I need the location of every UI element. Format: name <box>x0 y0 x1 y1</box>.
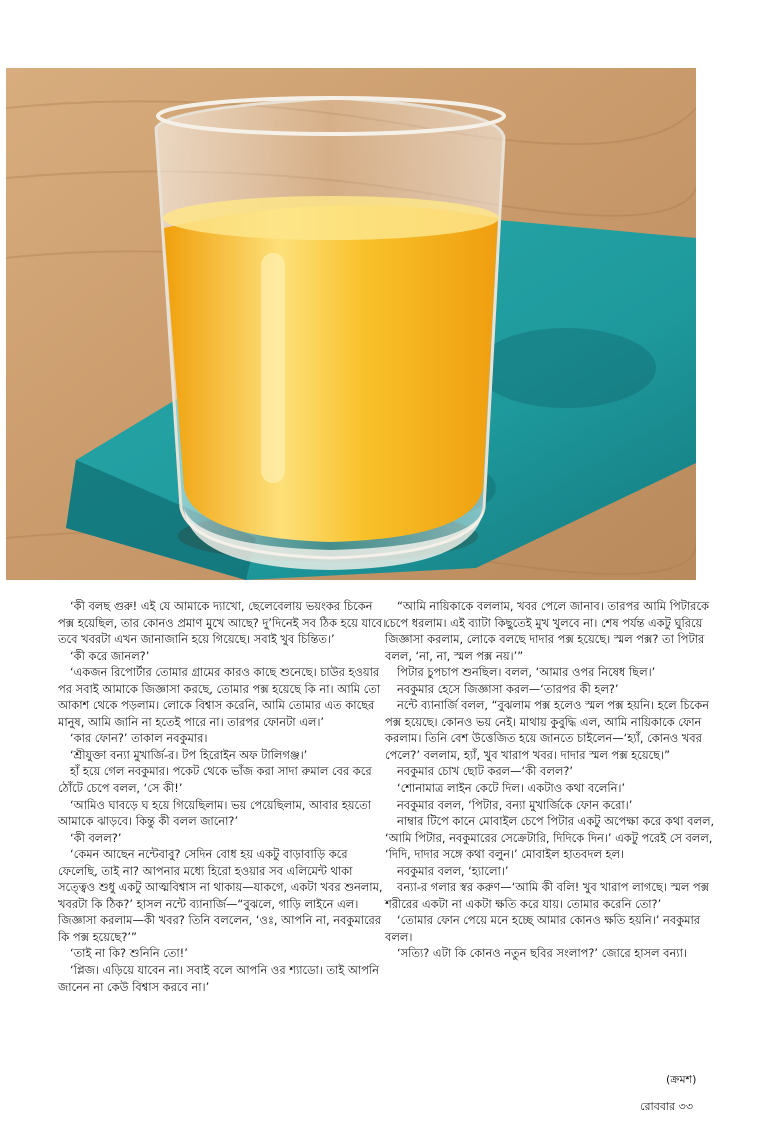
paragraph: ‘শোনামাত্র লাইন কেটে দিল। একটাও কথা বলেনি।’ <box>397 781 626 796</box>
juice-glass-illustration <box>6 68 696 580</box>
paragraph: ‘তাই না কি? শুনিনি তো!’ <box>70 946 188 961</box>
paragraph: “আমি নায়িকাকে বললাম, খবর পেলে জানাব। তারপর আমি পিটারকে চেপে ধরলাম। এই ব্যাটা কিছুতেই মুখ খুলবে না। শেষ পর্যন্ত একটু ঘুরিয়ে জিজ্ঞাসা করলাম, লোকে বলছে দাদার পক্স হয়েছে। স্মল পক্স? তা পিটার বলল, ‘না, না, স্মল পক্স নয়।’” <box>385 599 709 663</box>
paragraph: নন্টে ব্যানার্জি বলল, “বুঝলাম পক্স হলেও স্মল পক্স হয়নি। হলে চিকেন পক্স হয়েছে। কোনও ভয় নেই। মাথায় কুবুদ্ধি এল, আমি নায়িকাকে ফোন করলাম। তিনি বেশ উত্তেজিত হয়ে জানতে চাইলেন—‘হ্যাঁ, কোনও খবর পেলে?’ বললাম, হ্যাঁ, খুব খারাপ খবর। দাদার স্মল পক্স হয়েছে।” <box>385 698 710 762</box>
paragraph: নবকুমার হেসে জিজ্ঞাসা করল—‘তারপর কী হল?’ <box>397 681 619 696</box>
paragraph: ‘আমিও ঘাবড়ে ঘ হয়ে গিয়েছিলাম। ভয় পেয়েছিলাম, আবার হয়তো আমাকে ঝাড়বে। কিন্তু কী বলল জানো?’ <box>58 797 371 829</box>
paragraph: নবকুমার চোখ ছোট করল—‘কী বলল?’ <box>397 764 574 779</box>
right-text-column <box>385 598 715 962</box>
continued-marker: (ক্রমশ) <box>666 1073 697 1086</box>
paragraph: ‘একজন রিপোর্টার তোমার গ্রামের কারও কাছে শুনেছে। চাউর হওয়ার পর সবাই আমাকে জিজ্ঞাসা করছে, তোমার পক্স হয়েছে কি না। আমি তো আকাশ থেকে পড়লাম। লোকে বিশ্বাস করেনি, আমি তোমার এত কাছের মানুষ, আমি জানি না হতেই পারে না। তারপর ফোনটা এল।’ <box>58 665 381 729</box>
paragraph: ‘কী করে জানল?’ <box>70 648 150 663</box>
paragraph: নাম্বার টিপে কানে মোবাইল চেপে পিটার একটু অপেক্ষা করে কথা বলল, ‘আমি পিটার, নবকুমারের সেক্রেটারি, দিদিকে দিন।’ একটু পরেই সে বলল, ‘দিদি, দাদার সঙ্গে কথা বলুন।’ মোবাইল হাতবদল হল। <box>385 814 715 862</box>
paragraph: ‘তোমার ফোন পেয়ে মনে হচ্ছে আমার কোনও ক্ষতি হয়নি।’ নবকুমার বলল। <box>385 913 701 944</box>
paragraph: ‘সত্যি? এটা কি কোনও নতুন ছবির সংলাপ?’ জোরে হাসল বন্যা। <box>397 946 687 961</box>
paragraph: ‘কার ফোন?’ তাকাল নবকুমার। <box>70 731 208 746</box>
paragraph: ‘কী বলল?’ <box>70 830 122 845</box>
paragraph: ‘প্লিজ। এড়িয়ে যাবেন না। সবাই বলে আপনি ওর শ্যাডো। তাই আপনি জানেন না কেউ বিশ্বাস করবে না।’ <box>58 963 379 994</box>
paragraph: বন্যা-র গলার স্বর করুণ—‘আমি কী বলি! খুব খারাপ লাগছে। স্মল পক্স শরীরের একটা না একটা ক্ষতি করে যায়। তোমার করেনি তো?’ <box>385 880 710 911</box>
paragraph: ‘কী বলছ গুরু! এই যে আমাকে দ্যাখো, ছেলেবেলায় ভয়ংকর চিকেন পক্স হয়েছিল, তার কোনও প্রমাণ মুখে আছে? দু’দিনেই সব ঠিক হয়ে যাবে। তবে খবরটা এখন জানাজানি হয়ে গিয়েছে। সবাই খুব চিন্তিত।’ <box>58 599 387 647</box>
left-text-column <box>58 598 388 995</box>
paragraph: ‘শ্রীযুক্তা বন্যা মুখার্জি-র। টপ হিরোইন অফ টালিগঞ্জ।’ <box>70 747 308 762</box>
paragraph: নবকুমার বলল, ‘হ্যালো।’ <box>397 863 509 878</box>
paragraph: নবকুমার বলল, ‘পিটার, বন্যা মুখার্জিকে ফোন করো।’ <box>397 797 633 812</box>
paragraph: হাঁ হয়ে গেল নবকুমার। পকেট থেকে ভাঁজ করা সাদা রুমাল বের করে ঠোঁটে চেপে বলল, ‘সে কী!’ <box>58 764 372 796</box>
juice-glass-photo <box>6 68 696 580</box>
paragraph: ‘কেমন আছেন নন্টেবাবু? সেদিন বোধ হয় একটু বাড়াবাড়ি করে ফেলেছি, তাই না? আপনার মধ্যে হিরো হওয়ার সব এলিমেন্ট থাকা সত্ত্বেও শুধু একটু আত্মবিশ্বাস না থাকায়—যাকগে, একটা খবর শুনলাম, খবরটা কি ঠিক?’ হাসল নন্টে ব্যানার্জি—“বুঝলে, গাড়ি লাইনে এল। জিজ্ঞাসা করলাম—কী খবর? তিনি বললেন, ‘ওঃ, আপনি না, নবকুমারের কি পক্স হয়েছে?’” <box>58 847 383 944</box>
page-footer: রোববার ৩৩ <box>640 1100 693 1113</box>
paragraph: পিটার চুপচাপ শুনছিল। বলল, ‘আমার ওপর নিষেধ ছিল।’ <box>397 665 656 680</box>
